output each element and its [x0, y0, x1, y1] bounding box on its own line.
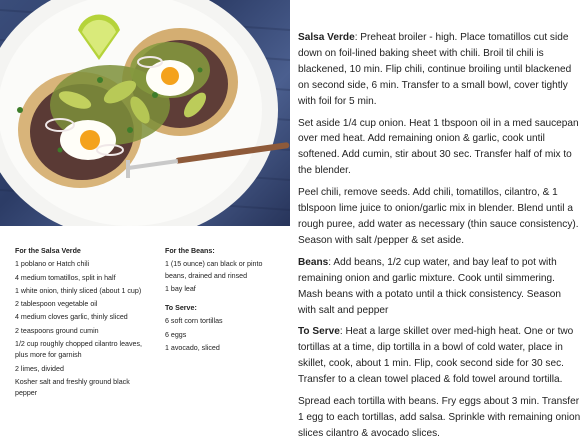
ingredients-column-beans-serve — [165, 246, 285, 356]
salsa-verde-heading: For the Salsa Verde — [15, 247, 81, 255]
ingredients-column-salsa — [15, 246, 143, 402]
salsa-verde-label: Salsa Verde — [298, 32, 355, 43]
ingredient-item: 1 poblano or Hatch chili — [15, 260, 90, 269]
beans-label: Beans — [298, 256, 329, 268]
ingredient-item: 6 soft corn tortillas — [165, 317, 223, 326]
beans-heading: For the Beans: — [165, 247, 215, 255]
ingredient-item: 1 (15 ounce) can black or pinto beans, drained and rinsed — [165, 260, 263, 280]
ingredient-item: Kosher salt and freshly ground black pepper — [15, 377, 130, 398]
instruction-serve: To Serve: Heat a large skillet over med-high heat. One or two tortillas at a time, dip tortilla in a bowl of cold water, place in skillet, cook, about 1 min. Flip, cook second side for 30 sec. Transfer to a clean towel placed & fold towel around tortilla. — [298, 326, 574, 386]
instruction-final: Spread each tortilla with beans. Fry eggs about 3 min. Transfer 1 egg to each tortillas, add salsa. Sprinkle with remaining onion slices cilantro & avocado slices. — [298, 396, 581, 439]
instruction-onion: Set aside 1/4 cup onion. Heat 1 tbspoon oil in a med saucepan over med heat. Add remaining onion & garlic, cook until softened. Add cumin, stir about 30 sec. Transfer half of mix to the blender. — [298, 117, 579, 177]
ingredient-item: 4 medium cloves garlic, thinly sliced — [15, 313, 128, 322]
dish-illustration — [0, 0, 290, 226]
ingredient-item: 4 medium tomatillos, split in half — [15, 273, 116, 282]
ingredient-item: 1 avocado, sliced — [165, 344, 220, 353]
ingredient-item: 1 bay leaf — [165, 284, 196, 293]
instructions-section — [298, 30, 581, 448]
instruction-beans: Beans: Add beans, 1/2 cup water, and bay leaf to pot with remaining onion and garlic mixture. Cook until simmering. Mash beans with a potato until a thick consistency. Season with salt and pepper — [298, 256, 561, 316]
to-serve-heading: To Serve: — [165, 304, 197, 313]
instruction-chili: Peel chili, remove seeds. Add chili, tomatillos, cilantro, & 1 tblspoon lime juice to onion/garlic mix in blender. Blend until a rough puree, add water as necessary (thin sauce consistency). Season with salt /pepper & set aside. — [298, 187, 579, 246]
instruction-salsa-verde: Salsa Verde: Preheat broiler - high. Place tomatillos cut side down on foil-lined baking sheet with chili. Broil til chili is blackened, 10 min. Flip chili, continue broiling until blackened on second side, 6 min. Transfer to a small bowl, cover tightly with foil for 5 min. — [298, 32, 572, 107]
ingredient-item: 6 eggs — [165, 330, 187, 339]
dish-photo — [0, 0, 290, 226]
ingredient-item: 1/2 cup roughly chopped cilantro leaves, plus more for garnish — [15, 340, 142, 360]
ingredient-item: 2 teaspoons ground cumin — [15, 326, 99, 335]
ingredients-section — [0, 246, 290, 438]
ingredient-item: 1 white onion, thinly sliced (about 1 cup) — [15, 286, 142, 295]
to-serve-label: To Serve — [298, 326, 340, 338]
ingredient-item: 2 tablespoon vegetable oil — [15, 300, 98, 309]
ingredient-item: 2 limes, divided — [15, 364, 64, 373]
